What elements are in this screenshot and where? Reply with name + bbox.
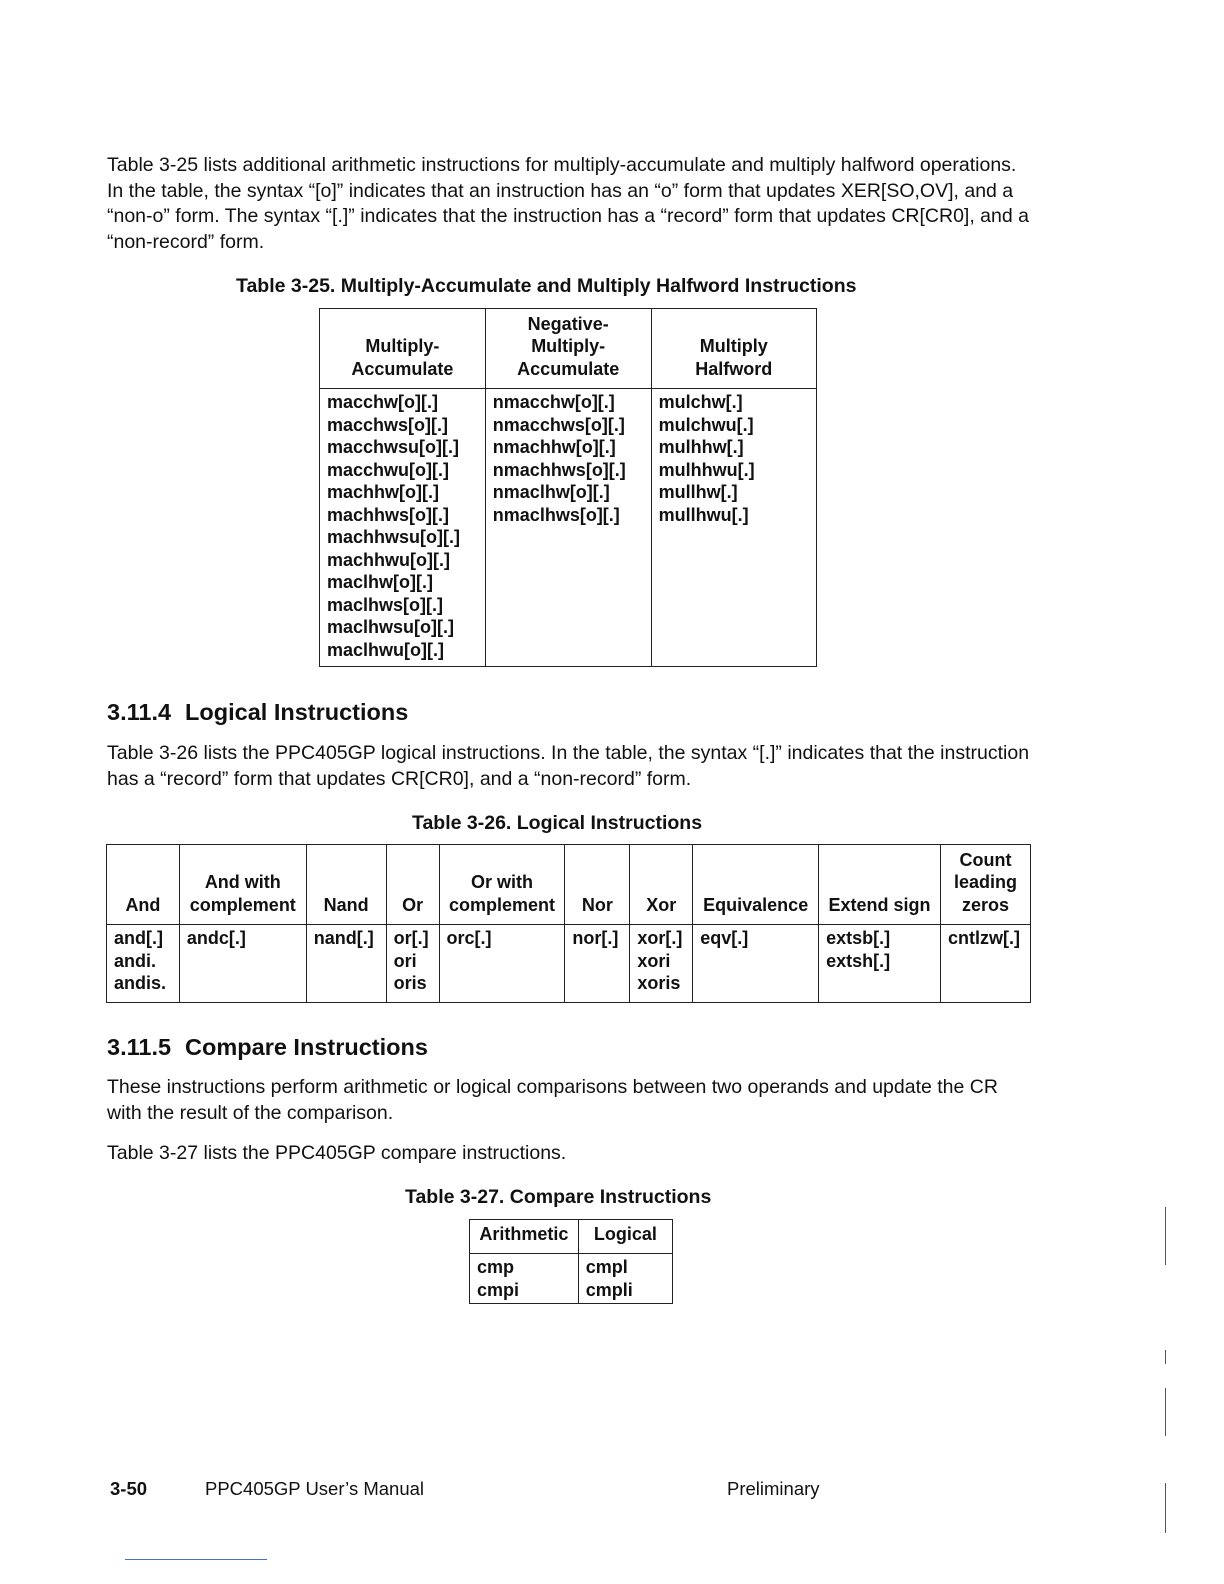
instruction-mnemonic: or[.] bbox=[393, 928, 429, 948]
instruction-mnemonic: machhwu[o][.] bbox=[327, 549, 450, 570]
instruction-mnemonic: mulchw[.] bbox=[658, 392, 743, 412]
column-header bbox=[470, 1220, 579, 1254]
instruction-mnemonic: nmacchw[o][.] bbox=[492, 392, 615, 412]
column-header bbox=[651, 309, 816, 389]
section-number: 3.11.4 bbox=[107, 699, 172, 725]
column-header bbox=[179, 845, 306, 925]
instruction-mnemonic: nand[.] bbox=[313, 928, 374, 948]
column-header-line: zeros bbox=[961, 894, 1009, 915]
table-cell bbox=[107, 925, 180, 1003]
instruction-mnemonic: mulhhwu[.] bbox=[658, 459, 755, 480]
table-3-27-header-row bbox=[470, 1220, 673, 1254]
column-header-line: Arithmetic bbox=[479, 1223, 569, 1244]
section-title: Compare Instructions bbox=[185, 1034, 428, 1060]
instruction-mnemonic: cmpi bbox=[477, 1279, 520, 1300]
table-3-26-caption: Table 3-26. Logical Instructions bbox=[412, 812, 703, 834]
instruction-mnemonic: oris bbox=[393, 973, 427, 993]
footer-manual-title: PPC405GP User’s Manual bbox=[205, 1478, 425, 1499]
instruction-mnemonic: cmpl bbox=[585, 1257, 628, 1277]
column-header-line: complement bbox=[448, 894, 555, 915]
instruction-mnemonic: maclhw[o][.] bbox=[327, 572, 433, 592]
margin-change-bar bbox=[1165, 1207, 1166, 1265]
instruction-mnemonic: and[.] bbox=[114, 928, 163, 948]
instruction-mnemonic: nmachhw[o][.] bbox=[492, 437, 616, 457]
column-header bbox=[386, 845, 439, 925]
instruction-mnemonic: nor[.] bbox=[572, 928, 619, 948]
column-header-line: And with bbox=[204, 872, 281, 892]
instruction-mnemonic: machhw[o][.] bbox=[327, 482, 439, 502]
table-cell bbox=[439, 925, 565, 1003]
instruction-mnemonic: maclhwsu[o][.] bbox=[327, 617, 455, 637]
table-cell bbox=[819, 925, 941, 1003]
column-header-line: Halfword bbox=[695, 358, 773, 379]
instruction-mnemonic: cntlzw[.] bbox=[947, 928, 1020, 948]
instruction-mnemonic: andi. bbox=[114, 950, 157, 971]
column-header-line: Multiply- bbox=[365, 336, 440, 356]
column-header bbox=[819, 845, 941, 925]
table-cell bbox=[320, 389, 486, 667]
table-3-25-body-row bbox=[320, 389, 817, 667]
section-title: Logical Instructions bbox=[185, 699, 409, 725]
section-heading-3-11-4 bbox=[107, 698, 408, 726]
column-header-line: complement bbox=[189, 894, 296, 915]
column-header-line: leading bbox=[953, 872, 1017, 892]
table-cell bbox=[179, 925, 306, 1003]
section-heading-3-11-5 bbox=[107, 1033, 428, 1061]
instruction-mnemonic: machhws[o][.] bbox=[327, 504, 450, 525]
instruction-mnemonic: extsb[.] bbox=[826, 928, 891, 948]
instruction-mnemonic: xoris bbox=[637, 973, 681, 993]
table-3-26-header-row bbox=[107, 845, 1031, 925]
column-header-line: Multiply- bbox=[531, 336, 606, 356]
table-cell bbox=[651, 389, 816, 667]
column-header bbox=[107, 845, 180, 925]
table-cell bbox=[565, 925, 630, 1003]
footer-page-number: 3-50 bbox=[110, 1478, 148, 1499]
section-number: 3.11.5 bbox=[107, 1034, 172, 1060]
table-3-25 bbox=[319, 308, 817, 667]
instruction-mnemonic: orc[.] bbox=[446, 928, 492, 948]
intro-paragraph: Table 3-25 lists additional arithmetic instructions for multiply-accumulate and multiply halfword operations. In the table, the syntax “[o]” indicates that an instruction has an “o” form that updates XER[SO,OV], and a “non-o” form. The syntax “[.]” indicates that the instruction has a “record” form that updates CR[CR0], and a “non-record” form. bbox=[107, 154, 1029, 253]
column-header-line: Negative- bbox=[527, 313, 609, 334]
table-cell bbox=[306, 925, 386, 1003]
column-header bbox=[320, 309, 486, 389]
table-3-27-caption: Table 3-27. Compare Instructions bbox=[405, 1186, 712, 1208]
column-header-line: Nor bbox=[581, 894, 613, 915]
instruction-mnemonic: maclhws[o][.] bbox=[327, 594, 444, 615]
column-header bbox=[940, 845, 1030, 925]
table-cell bbox=[630, 925, 693, 1003]
margin-change-bar bbox=[1165, 1483, 1166, 1533]
column-header-line: Count bbox=[959, 849, 1012, 870]
instruction-mnemonic: xor[.] bbox=[637, 928, 683, 948]
table-cell bbox=[693, 925, 819, 1003]
table-3-26-body-row bbox=[107, 925, 1031, 1003]
logical-paragraph: Table 3-26 lists the PPC405GP logical instructions. In the table, the syntax “[.]” indicates that the instruction has a “record” form that updates CR[CR0], and a “non-record” form. bbox=[107, 742, 1030, 790]
margin-change-bar bbox=[1165, 1350, 1166, 1364]
bottom-underline-mark bbox=[125, 1559, 267, 1560]
footer-status: Preliminary bbox=[727, 1478, 820, 1499]
instruction-mnemonic: andis. bbox=[114, 973, 167, 993]
table-cell bbox=[386, 925, 439, 1003]
column-header-line: Or with bbox=[470, 872, 533, 892]
column-header-line: Multiply bbox=[699, 336, 768, 356]
table-cell bbox=[578, 1254, 672, 1304]
instruction-mnemonic: maclhwu[o][.] bbox=[327, 639, 444, 660]
table-3-27 bbox=[469, 1219, 673, 1304]
column-header-line: Accumulate bbox=[517, 358, 620, 379]
column-header bbox=[578, 1220, 672, 1254]
instruction-mnemonic: xori bbox=[637, 950, 671, 971]
instruction-mnemonic: nmacchws[o][.] bbox=[492, 414, 625, 435]
compare-paragraph: These instructions perform arithmetic or logical comparisons between two operands and update the CR with the result of the comparison. bbox=[107, 1076, 998, 1124]
column-header bbox=[485, 309, 651, 389]
compare-table-intro: Table 3-27 lists the PPC405GP compare instructions. bbox=[107, 1142, 567, 1164]
column-header bbox=[630, 845, 693, 925]
table-3-26 bbox=[106, 844, 1031, 1003]
instruction-mnemonic: cmpli bbox=[585, 1279, 633, 1300]
instruction-mnemonic: eqv[.] bbox=[700, 928, 749, 948]
column-header-line: Or bbox=[402, 894, 424, 915]
table-cell bbox=[470, 1254, 579, 1304]
margin-change-bar bbox=[1165, 1388, 1166, 1436]
table-cell bbox=[940, 925, 1030, 1003]
instruction-mnemonic: macchw[o][.] bbox=[327, 392, 439, 412]
instruction-mnemonic: mulhhw[.] bbox=[658, 437, 744, 457]
instruction-mnemonic: macchwsu[o][.] bbox=[327, 437, 460, 457]
table-cell bbox=[485, 389, 651, 667]
instruction-mnemonic: nmaclhws[o][.] bbox=[492, 504, 620, 525]
instruction-mnemonic: andc[.] bbox=[186, 928, 246, 948]
instruction-mnemonic: macchwu[o][.] bbox=[327, 459, 450, 480]
column-header-line: Xor bbox=[646, 894, 677, 915]
table-3-25-header-row bbox=[320, 309, 817, 389]
column-header bbox=[439, 845, 565, 925]
column-header bbox=[693, 845, 819, 925]
table-3-25-caption: Table 3-25. Multiply-Accumulate and Multiply Halfword Instructions bbox=[236, 275, 857, 297]
table-3-27-body-row bbox=[470, 1254, 673, 1304]
instruction-mnemonic: nmaclhw[o][.] bbox=[492, 482, 610, 502]
column-header-line: Extend sign bbox=[828, 894, 931, 915]
instruction-mnemonic: mullhwu[.] bbox=[658, 504, 749, 525]
column-header bbox=[306, 845, 386, 925]
instruction-mnemonic: mulchwu[.] bbox=[658, 414, 754, 435]
column-header-line: And bbox=[125, 894, 161, 915]
column-header-line: Nand bbox=[323, 894, 369, 915]
column-header-line: Accumulate bbox=[351, 358, 454, 379]
instruction-mnemonic: cmp bbox=[477, 1257, 515, 1277]
column-header-line: Logical bbox=[593, 1223, 657, 1244]
column-header bbox=[565, 845, 630, 925]
instruction-mnemonic: ori bbox=[393, 950, 417, 971]
column-header-line: Equivalence bbox=[703, 894, 809, 915]
instruction-mnemonic: machhwsu[o][.] bbox=[327, 527, 460, 547]
instruction-mnemonic: extsh[.] bbox=[826, 950, 891, 971]
instruction-mnemonic: nmachhws[o][.] bbox=[492, 459, 626, 480]
instruction-mnemonic: mullhw[.] bbox=[658, 482, 738, 502]
instruction-mnemonic: macchws[o][.] bbox=[327, 414, 449, 435]
